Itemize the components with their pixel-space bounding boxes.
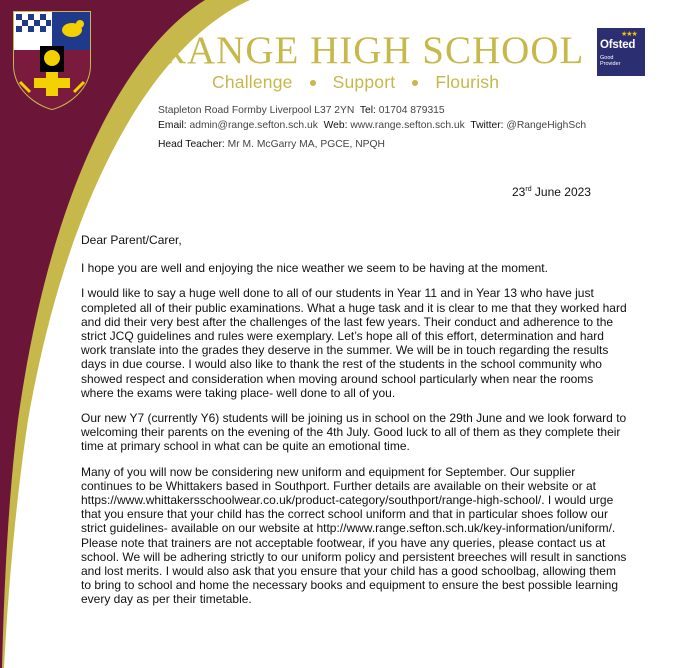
date-day: 23: [512, 185, 526, 199]
motto-word: Challenge: [212, 72, 293, 92]
address: Stapleton Road Formby Liverpool L37 2YN: [158, 105, 355, 116]
twitter-handle[interactable]: @RangeHighSch: [506, 120, 587, 131]
ofsted-rating-line: Provider: [600, 61, 621, 67]
ofsted-name: Ofsted: [600, 39, 636, 51]
ofsted-rating: [600, 55, 620, 67]
ofsted-rating-line: Good: [600, 55, 614, 61]
letter-paragraph: I hope you are well and enjoying the nice weather we seem to be having at the moment.: [81, 261, 548, 276]
motto-bullet: [412, 80, 418, 86]
date-rest: June 2023: [531, 185, 591, 199]
tel-label: Tel:: [359, 105, 376, 116]
ofsted-logo: [597, 28, 645, 76]
letter-greeting: Dear Parent/Carer,: [81, 233, 182, 247]
web-label: Web:: [323, 120, 348, 131]
contact-line-online: [158, 120, 586, 131]
motto-word: Flourish: [435, 72, 500, 92]
letter-paragraph: Many of you will now be considering new uniform and equipment for September. Our supplier continues to be Whittakers based in Southport. Further details are available on their website or at https://www.whittakersschoolwear.co.uk/product-category/southport/range-high-school/. I would urge that you ensure that your child has the correct school uniform and that in particular shoes follow our strict guidelines- available on our website at http://www.range.sefton.sch.uk/key-information/uniform/. Please note that trainers are not acceptable footwear, if you have any queries, please contact us at school. We will be adhering strictly to our uniform policy and persistent breeches will result in sanctions and lost merits. I would also ask that you ensure that your child has a good schoolbag, allowing them to bring to school and home the necessary books and equipment to ensure the best possible learning every day as per their timetable.: [81, 464, 627, 607]
tel-number: 01704 879315: [378, 105, 445, 116]
letter-body: [81, 233, 629, 618]
letter-paragraph: I would like to say a huge well done to all of our students in Year 11 and in Year 13 who have just completed all of their public examinations. What a huge task and it is clear to me that they worked hard and did their very best after the challenges of the last few years. Their conduct and adherence to the strict JCQ guidelines and rules were exemplary. Let’s hope all of this effort, determination and hard work translate into the grades they deserve in the summer. We will be in touch regarding the results days in due course. I would also like to thank the rest of the students in the school community who showed respect and consideration when moving around school particularly when near the rooms where the exams were taking place- well done to all of you.: [81, 286, 627, 400]
motto-word: Support: [332, 72, 396, 92]
motto-bullet: [310, 80, 316, 86]
head-teacher-name: Mr M. McGarry MA, PGCE, NPQH: [227, 139, 385, 150]
twitter-label: Twitter:: [470, 120, 504, 131]
web-address[interactable]: www.range.sefton.sch.uk: [350, 120, 465, 131]
contact-line-address: [158, 105, 445, 116]
date-suffix: rd: [525, 186, 532, 193]
school-crest-logo: [12, 10, 92, 110]
letter-date: [512, 185, 591, 199]
email-label: Email:: [158, 120, 187, 131]
head-label: Head Teacher:: [158, 139, 225, 150]
school-motto: [212, 72, 499, 93]
letter-paragraph: Our new Y7 (currently Y6) students will be joining us in school on the 29th June and we look forward to welcoming their parents on the evening of the 4th July. Good luck to all of them as they complete their time at primary school in what can be quite an emotional time.: [81, 411, 627, 454]
contact-line-head: [158, 139, 385, 150]
ofsted-stars: ★★★: [621, 31, 637, 38]
email-address[interactable]: admin@range.sefton.sch.uk: [189, 120, 318, 131]
school-name: RANGE HIGH SCHOOL: [160, 29, 585, 72]
